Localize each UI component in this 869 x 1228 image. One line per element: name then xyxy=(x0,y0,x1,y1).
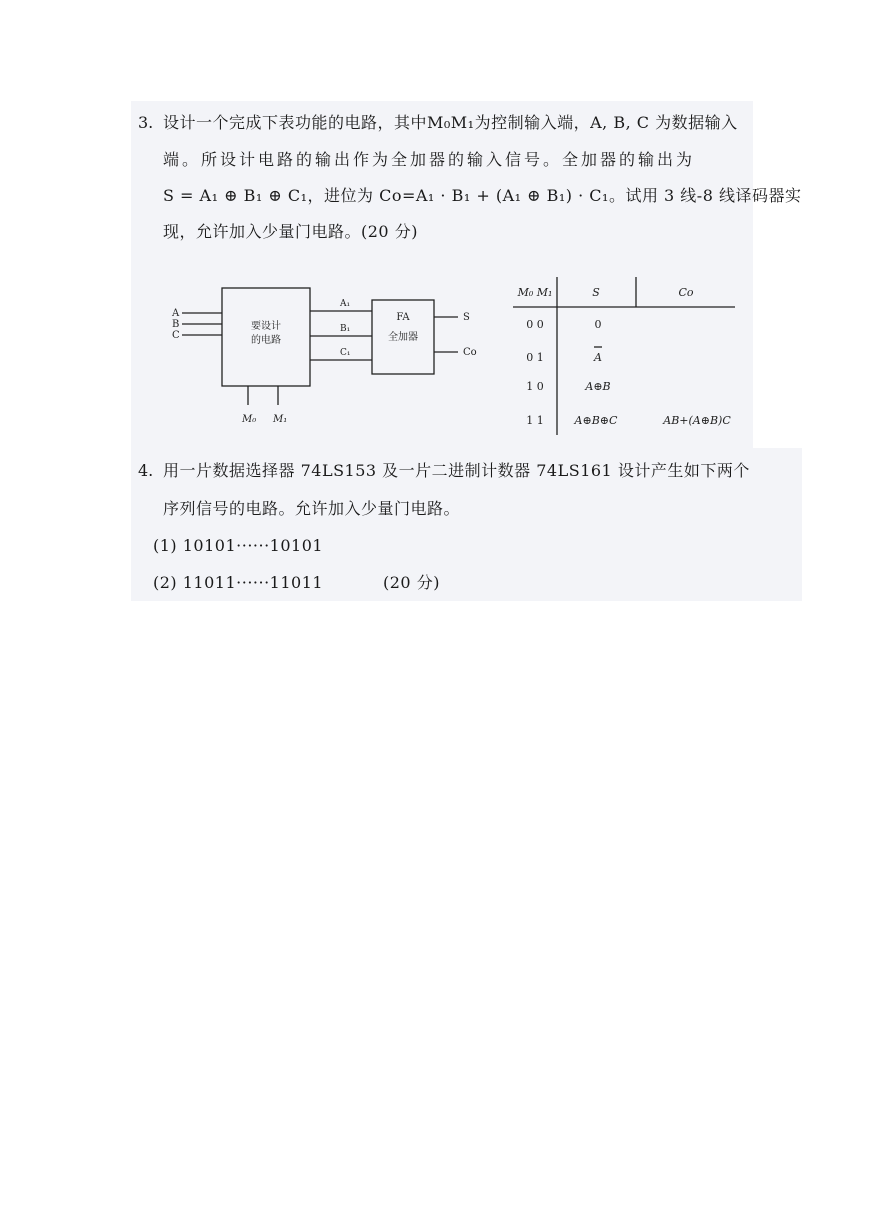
table-row-1-s: 0 xyxy=(594,318,602,331)
table-row-4-co: AB+(A⊕B)C xyxy=(663,414,731,427)
table-header-co: Co xyxy=(678,286,694,299)
question-4-number: 4. xyxy=(138,461,154,480)
table-row-1-m: 0 0 xyxy=(526,318,544,331)
question-3-number: 3. xyxy=(138,113,154,132)
fa-block-label-1: FA xyxy=(396,312,410,323)
output-co-label: Co xyxy=(463,347,477,358)
sequence-item-2: (2) 11011······11011 xyxy=(153,573,324,592)
output-s-label: S xyxy=(463,312,470,323)
input-b-label: B xyxy=(172,319,180,330)
control-m1-label: M₁ xyxy=(273,414,288,425)
control-m0-label: M₀ xyxy=(242,414,257,425)
design-block-label-1: 要设计 xyxy=(251,321,281,332)
table-header-s: S xyxy=(592,286,600,299)
question-3-line-2: 端。所设计电路的输出作为全加器的输入信号。全加器的输出为 xyxy=(163,150,696,169)
table-row-4-s: A⊕B⊕C xyxy=(574,414,618,427)
question-4-score: (20 分) xyxy=(383,573,440,592)
design-block-label-2: 的电路 xyxy=(251,335,281,346)
question-3-line-4: 现，允许加入少量门电路。(20 分) xyxy=(163,222,418,241)
question-4-line-2: 序列信号的电路。允许加入少量门电路。 xyxy=(163,499,461,518)
question-3-line-1: 设计一个完成下表功能的电路，其中M₀M₁为控制输入端，A, B, C 为数据输入 xyxy=(163,113,738,132)
circuit-diagram-and-table xyxy=(160,265,750,435)
sequence-item-1: (1) 10101······10101 xyxy=(153,536,324,555)
mid-label-a1: A₁ xyxy=(340,299,351,309)
table-row-2-s: A xyxy=(594,351,602,364)
table-row-3-s: A⊕B xyxy=(585,380,611,393)
question-3-line-3: S = A₁ ⊕ B₁ ⊕ C₁，进位为 Co=A₁ · B₁ + (A₁ ⊕ B₁) · C₁。试用 3 线-8 线译码器实 xyxy=(163,186,802,205)
mid-label-c1: C₁ xyxy=(340,348,351,358)
table-row-2-m: 0 1 xyxy=(526,351,544,364)
input-a-label: A xyxy=(172,308,180,319)
fa-block-label-2: 全加器 xyxy=(388,332,418,343)
table-row-4-m: 1 1 xyxy=(526,414,544,427)
table-row-3-m: 1 0 xyxy=(526,380,544,393)
mid-label-b1: B₁ xyxy=(340,324,351,334)
table-header-m: M₀ M₁ xyxy=(517,286,553,299)
question-4-line-1: 用一片数据选择器 74LS153 及一片二进制计数器 74LS161 设计产生如下两个 xyxy=(163,461,750,480)
input-c-label: C xyxy=(172,330,180,341)
